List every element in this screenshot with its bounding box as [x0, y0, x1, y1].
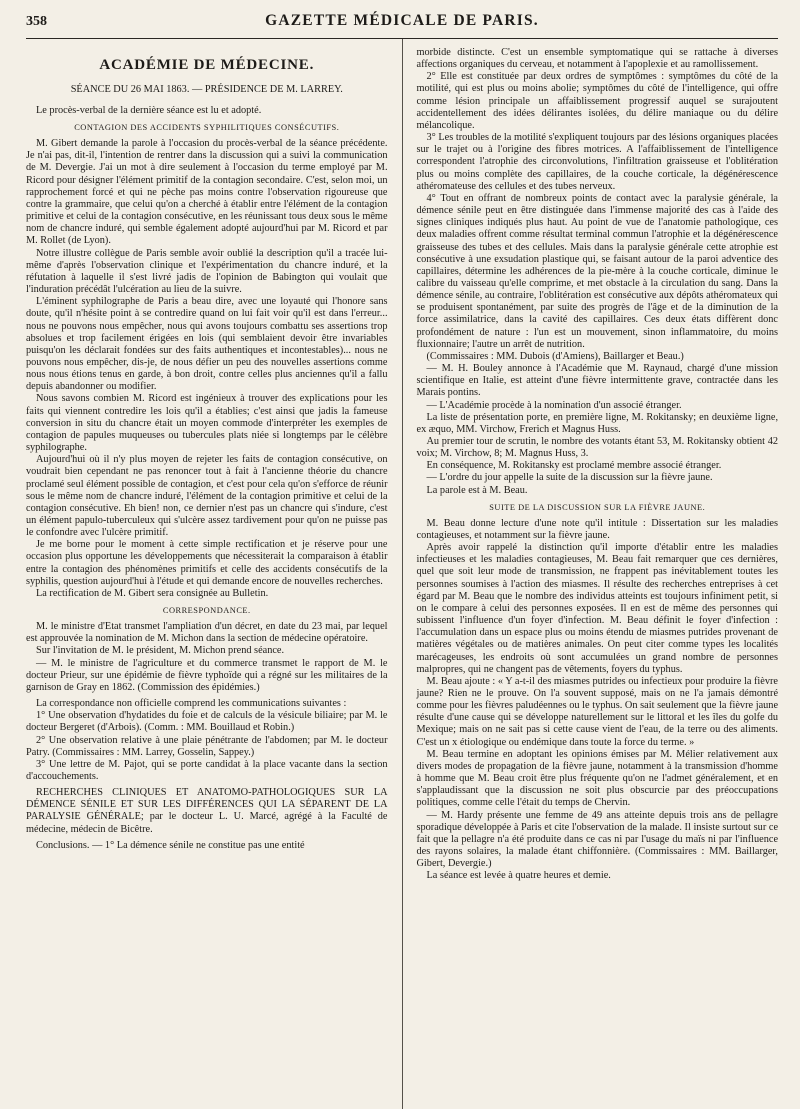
paragraph: — M. le ministre de l'agriculture et du commerce transmet le rapport de M. le docteur Prieur, sur une épidémie de fièvre typhoïde qui a régné sur les militaires de la garnison de Gray en 1862. (Commission des épidémies.): [26, 657, 388, 693]
subsection-heading: CONTAGION DES ACCIDENTS SYPHILITIQUES CONSÉCUTIFS.: [74, 123, 340, 133]
paragraph: Je me borne pour le moment à cette simple rectification et je réserve pour une occasion plus opportune les développements que nécessiterait la comparaison à établir entre la contagion des phénomènes primitifs et celle des accidents consécutifs de la syphilis, question aujourd'hui à l'étude et qui demande encore de nouvelles recherches.: [26, 539, 388, 587]
paragraph: M. Beau ajoute : « Y a-t-il des miasmes putrides ou infectieux pour produire la fièvre jaune? Rien ne le prouve. On l'a souvent supposé, mais on ne l'a jamais démontré comme pour les fièvres paludéennes ou le typhus. On sait seulement que la fièvre jaune résulte d'une cause qui se développe naturellement sur le littoral et les îles du golfe du Mexique; mais on ne sait pas si cette cause vient de l'eau, de la terre ou des aliments. C'est un x étiologique ou endémique dans toute la force du terme. »: [416, 675, 779, 748]
paragraph: En conséquence, M. Rokitansky est proclamé membre associé étranger.: [426, 460, 722, 472]
paragraph: Nous savons combien M. Ricord est ingénieux à trouver des explications pour les faits qui viennent contredire les lois qu'il a établies; c'est ainsi que jadis la fameuse conversion in situ du chancre était un moyen commode d'interpréter les exemples de contagion de papules muqueuses ou tubercules plats niée si longtemps par le célèbre syphilographe.: [26, 393, 388, 454]
paragraph: Sur l'invitation de M. le président, M. Michon prend séance.: [36, 645, 285, 657]
paragraph: M. le ministre d'Etat transmet l'ampliation d'un décret, en date du 23 mai, par lequel est approuvée la nomination de M. Michon dans la section de médecine opératoire.: [26, 621, 388, 645]
paragraph: 3° Les troubles de la motilité s'expliquent toujours par des lésions organiques placées sur le trajet ou à l'origine des fibres motrices. A l'affaiblissement de l'intelligence correspondent l'atrophie des circonvolutions, l'infiltration graisseuse et l'oblitération plus ou moins complète des capillaires, de la couche corticale, la dégénérescence athéromateuse des cellules et des tubes nerveux.: [416, 132, 779, 192]
paragraph: 1° Une observation d'hydatides du foie et de calculs de la vésicule biliaire; par M. le docteur Bergeret (d'Arbois). (Comm. : MM. Bouillaud et Robin.): [26, 710, 388, 734]
paragraph: RECHERCHES CLINIQUES ET ANATOMO-PATHOLOGIQUES SUR LA DÉMENCE SÉNILE ET SUR LES DIFFÉRENCES QUI LA SÉPARENT DE LA PARALYSIE GÉNÉRALE; par le docteur L. U. Marcé, agrégé à la Faculté de médecine, médecin de Bicêtre.: [26, 787, 388, 835]
columns: [26, 47, 778, 1109]
paragraph: 2° Une observation relative à une plaie pénétrante de l'abdomen; par M. le docteur Patry. (Commissaires : MM. Larrey, Gosselin, Sappey.): [26, 734, 388, 758]
paragraph: Notre illustre collègue de Paris semble avoir oublié la description qu'il a tracée lui-même d'après l'observation clinique et l'expérimentation du chancre induré, et la réfutation à laquelle il s'est livré jadis de l'opinion de Babington qui voulait que l'induration précédât l'ulcération au lieu de la suivre.: [26, 247, 388, 296]
paragraph: La parole est à M. Beau.: [426, 484, 528, 496]
subsection-heading: SUITE DE LA DISCUSSION SUR LA FIÈVRE JAUNE.: [489, 502, 706, 512]
paragraph: La séance est levée à quatre heures et demie.: [426, 870, 611, 882]
paragraph: — L'Académie procède à la nomination d'un associé étranger.: [426, 399, 682, 411]
paragraph: Le procès-verbal de la dernière séance est lu et adopté.: [36, 105, 262, 116]
right-column: [417, 47, 779, 1109]
paragraph: 2° Elle est constituée par deux ordres de symptômes : symptômes du côté de la motilité, qui est plus ou moins abolie; symptômes du côté de l'intelligence, qui offre comme lésion principale un affaiblissement progressif auquel se surajoutent accidentellement des idées délirantes isolées, du délire maniaque ou du délire mélancolique.: [416, 71, 779, 131]
paragraph: morbide distincte. C'est un ensemble symptomatique qui se rattache à diverses affections organiques du cerveau, et notamment à l'apoplexie et au ramollissement.: [416, 47, 779, 71]
paragraph: 4° Tout en offrant de nombreux points de contact avec la paralysie générale, la démence sénile peut en être distinguée dans l'immense majorité des cas à l'aide des signes cliniques indiqués plus haut. Au point de vue de l'anatomie pathologique, ces deux maladies offrent comme résultat terminal commun l'atrophie et la dégénérescence graisseuse des tubes et des cellules. Mais dans la paralysie générale cette atrophie est consécutive à une exsudation plastique qui, se faisant autour de la paroi adventice des capillaires, détermine les adhérences de la pie-mère à la couche corticale, diminue le calibre du vaisseau qu'elle comprime, et met obstacle à la circulation du sang. Dans la démence sénile, au contraire, l'oblitération est consécutive aux dépôts athéromateux qui se produisent spontanément, par suite des progrès de l'âge et de la diminution de la force assimilatrice, dans la cavité des capillaires. Ces deux états diffèrent donc profondément de nature : l'un est un mouvement, sinon inflammatoire, du moins fluxionnaire; l'autre un arrêt de nutrition.: [416, 192, 779, 350]
paragraph: 3° Une lettre de M. Pajot, qui se porte candidat à la place vacante dans la section d'accouchements.: [26, 758, 388, 782]
session-line: SÉANCE DU 26 MAI 1863. — PRÉSIDENCE DE M. LARREY.: [70, 84, 343, 95]
paragraph: (Commissaires : MM. Dubois (d'Amiens), Baillarger et Beau.): [426, 350, 684, 362]
page-number: 358: [26, 14, 47, 29]
paragraph: Aujourd'hui où il n'y plus moyen de rejeter les faits de contagion consécutive, on voudrait bien cependant ne pas renoncer tout à fait à l'ancienne théorie du chancre proclamé seul élément possible de contagion, et c'est pour cela qu'on s'efforce de réunir sous le même nom de chancre induré, l'élément de la contagion primitive et celui de la contagion consécutive. Eh bien! non, ce dernier n'est pas un chancre qui s'indure, c'est un élément papulo-tuberculeux qui s'ulcère assez tardivement pour qu'on ne puisse pas le confondre avec l'ulcère primitif.: [26, 454, 388, 539]
paragraph: — M. H. Bouley annonce à l'Académie que M. Raynaud, chargé d'une mission scientifique en Italie, est atteint d'une fièvre intermittente grave, contractée dans les Marais pontins.: [416, 363, 779, 399]
paragraph: Au premier tour de scrutin, le nombre des votants étant 53, M. Rokitansky obtient 42 voix; M. Virchow, 8; M. Magnus Huss, 3.: [416, 436, 779, 460]
paragraph: La correspondance non officielle comprend les communications suivantes :: [36, 698, 347, 710]
paragraph: M. Beau termine en adoptant les opinions émises par M. Mélier relativement aux divers modes de propagation de la fièvre jaune, notamment à la transmission d'homme à homme que M. Beau croit être plus fréquente qu'on ne l'admet généralement, et en s'applaudissant que la discussion ne soit plus obscurcie par des préoccupations politiques, comme celle l'était du temps de Chervin.: [416, 748, 779, 809]
paragraph: La liste de présentation porte, en première ligne, M. Rokitansky; en deuxième ligne, ex æquo, MM. Virchow, Frerich et Magnus Huss.: [416, 411, 779, 435]
journal-title: GAZETTE MÉDICALE DE PARIS.: [265, 12, 539, 29]
page-header: [26, 12, 778, 39]
paragraph: M. Gibert demande la parole à l'occasion du procès-verbal de la séance précédente. Je n'ai pas, dit-il, l'intention de rentrer dans la discussion qui a suivi la communication de M. Devergie. J'ai un mot à dire seulement à l'occasion du terme employé par M. Ricord pour désigner l'élément primitif de la contagion secondaire. C'est, selon moi, un rapprochement forcé et qui ne pèche pas moins contre l'observation rigoureuse que contre la grammaire, que celui qu'on a cherché à établir entre l'élément de la contagion primitive et celui de la contagion consécutive, en les réunissant tous deux sous le même nom de chancre induré, qui semble également adopté aujourd'hui par M. Ricord et par M. Rollet (de Lyon).: [26, 138, 388, 247]
column-divider: [402, 39, 403, 1109]
subsection-heading: CORRESPONDANCE.: [162, 606, 251, 616]
paragraph: L'éminent syphilographe de Paris a beau dire, avec une loyauté qui l'honore sans doute, qu'il n'hésite point à se contredire quand on lui fait voir qu'il est dans l'erreur... nous ne pouvons nous empêcher, nous qui avons toujours combattu ses assertions trop absolues et trop facilement érigées en lois (qui semblaient devoir être invariables puisqu'on les déclarait fondées sur des faits authentiques et incontestables)... nous ne pouvons nous empêcher, dis-je, de nous défier un peu des nouvelles assertions comme nous nous étions tenus en garde, à bon droit, contre celles plus anciennes qu'il a fallu depuis abandonner ou modifier.: [26, 296, 388, 393]
paragraph: Conclusions. — 1° La démence sénile ne constitue pas une entité: [36, 839, 305, 851]
section-title: ACADÉMIE DE MÉDECINE.: [99, 57, 315, 73]
paragraph: La rectification de M. Gibert sera consignée au Bulletin.: [36, 587, 269, 599]
paragraph: M. Beau donne lecture d'une note qu'il intitule : Dissertation sur les maladies contagieuses, et notamment sur la fièvre jaune.: [416, 517, 779, 541]
paragraph: — L'ordre du jour appelle la suite de la discussion sur la fièvre jaune.: [426, 472, 713, 484]
paragraph: Après avoir rappelé la distinction qu'il importe d'établir entre les maladies infectieuses et les maladies contagieuses, M. Beau fait remarquer que ces dernières, quel que soit leur mode de transmission, ne frappent pas inévitablement toutes les personnes soumises à l'action des miasmes. Il résulte des recherches entreprises à cet égard par M. Beau que le nombre des individus atteints est toujours infiniment petit, si on le compare à celui des personnes exposées. Il en est de même des personnes qui subissent l'influence d'un foyer d'infection. M. Beau définit le foyer d'infection : l'accumulation dans un espace plus ou moins étendu de miasmes putrides provenant de matières végétales ou de matières animales. On peut citer comme types les localités marécageuses, les endroits où sont accumulées un grand nombre de personnes malpropres, qui ne changent pas de vêtements, foyers du typhus.: [416, 542, 779, 675]
paragraph: — M. Hardy présente une femme de 49 ans atteinte depuis trois ans de pellagre sporadique développée à Paris et cite l'observation de la malade. Il insiste surtout sur ce fait que la pellagre n'a été produite dans ce cas ni par l'usage du maïs ni par l'influence des rayons solaires, la malade étant chiffonnière. (Commissaires : MM. Baillarger, Gibert, Devergie.): [416, 809, 779, 870]
left-column: [26, 47, 388, 1109]
